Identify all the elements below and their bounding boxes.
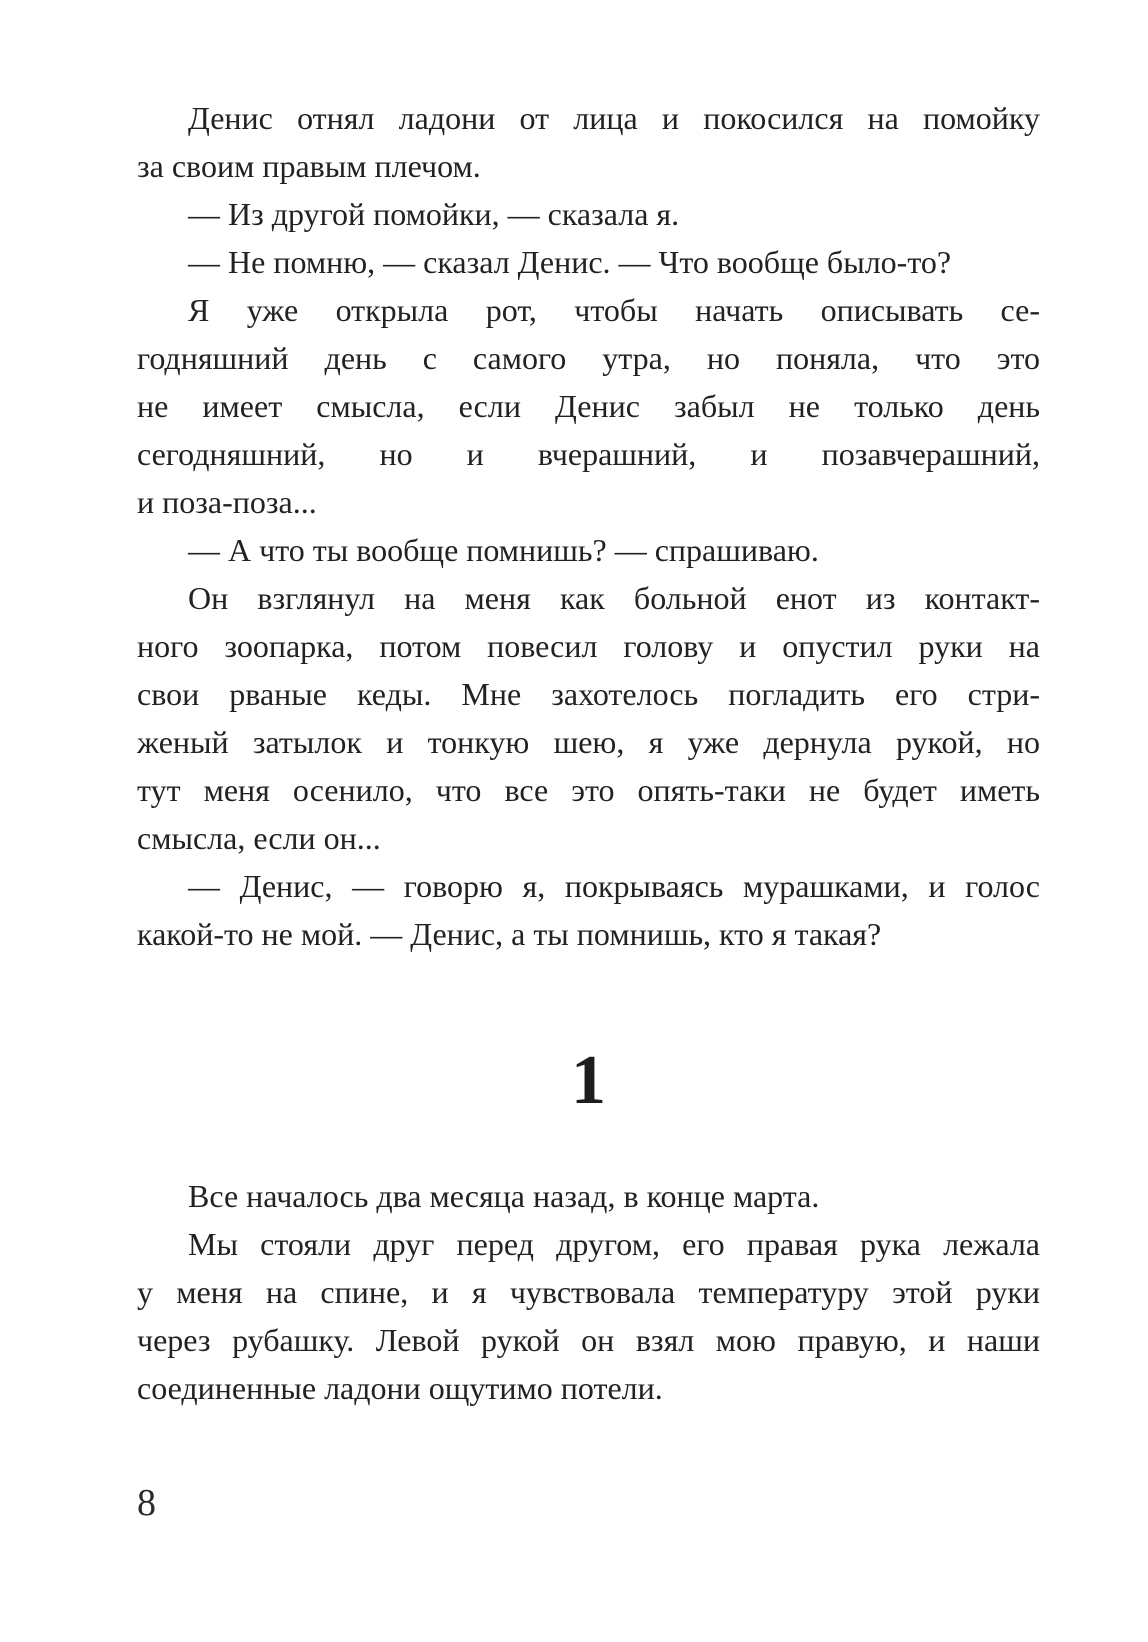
text-line: Все началось два месяца назад, в конце марта. xyxy=(188,1178,820,1214)
text-line: сегодняшний, но и вчерашний, и позавчерашний, xyxy=(137,436,1040,472)
text-block-bottom xyxy=(137,1172,1040,1412)
paragraph xyxy=(137,238,1040,286)
paragraph xyxy=(137,526,1040,574)
text-line: Он взглянул на меня как больной енот из контакт- xyxy=(188,580,1040,616)
text-block-top xyxy=(137,94,1040,958)
paragraph xyxy=(137,574,1040,862)
text-line: годняшний день с самого утра, но поняла, что это xyxy=(137,340,1040,376)
text-line: у меня на спине, и я чувствовала температуру этой руки xyxy=(137,1274,1040,1310)
text-line: соединенные ладони ощутимо потели. xyxy=(137,1370,663,1406)
paragraph xyxy=(137,862,1040,958)
paragraph xyxy=(137,94,1040,190)
text-line: — Не помню, — сказал Денис. — Что вообще было-то? xyxy=(188,244,952,280)
paragraph xyxy=(137,1172,1040,1220)
text-line: Я уже открыла рот, чтобы начать описывать се- xyxy=(188,292,1040,328)
text-line: какой-то не мой. — Денис, а ты помнишь, кто я такая? xyxy=(137,916,882,952)
chapter-heading: 1 xyxy=(571,1042,606,1119)
text-line: — А что ты вообще помнишь? — спрашиваю. xyxy=(188,532,819,568)
text-line: Мы стояли друг перед другом, его правая рука лежала xyxy=(188,1226,1040,1262)
paragraph xyxy=(137,1220,1040,1412)
text-line: свои рваные кеды. Мне захотелось погладить его стри- xyxy=(137,676,1040,712)
text-line: Денис отнял ладони от лица и покосился на помойку xyxy=(188,100,1040,136)
text-line: — Денис, — говорю я, покрываясь мурашками, и голос xyxy=(188,868,1040,904)
paragraph xyxy=(137,190,1040,238)
text-line: смысла, если он... xyxy=(137,820,381,856)
text-line: и поза-поза... xyxy=(137,484,317,520)
text-line: через рубашку. Левой рукой он взял мою правую, и наши xyxy=(137,1322,1040,1358)
text-line: за своим правым плечом. xyxy=(137,148,481,184)
paragraph xyxy=(137,286,1040,526)
page-number: 8 xyxy=(137,1482,156,1524)
text-line: — Из другой помойки, — сказала я. xyxy=(188,196,680,232)
text-line: ного зоопарка, потом повесил голову и опустил руки на xyxy=(137,628,1040,664)
text-line: не имеет смысла, если Денис забыл не только день xyxy=(137,388,1040,424)
text-line: тут меня осенило, что все это опять-таки не будет иметь xyxy=(137,772,1040,808)
text-line: женый затылок и тонкую шею, я уже дернула рукой, но xyxy=(137,724,1040,760)
